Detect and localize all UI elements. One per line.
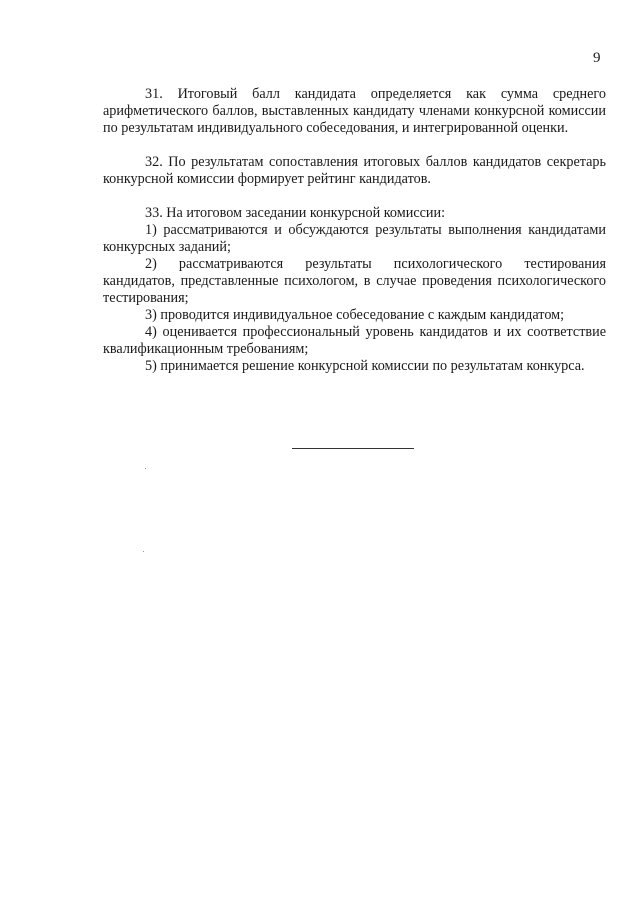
scan-speck	[145, 468, 146, 469]
list-item-4: 4) оценивается профессиональный уровень кандидатов и их соответствие квалификационным требованиям;	[103, 324, 606, 357]
scan-speck	[143, 551, 144, 552]
list-item-1: 1) рассматриваются и обсуждаются результаты выполнения кандидатами конкурсных заданий;	[103, 222, 606, 255]
list-item-5: 5) принимается решение конкурсной комиссии по результатам конкурса.	[145, 358, 585, 374]
list-item-3: 3) проводится индивидуальное собеседование с каждым кандидатом;	[145, 307, 565, 323]
paragraph-33-heading: 33. На итоговом заседании конкурсной комиссии:	[145, 205, 446, 221]
paragraph-31: 31. Итоговый балл кандидата определяется как сумма среднего арифметического баллов, выставленных кандидату членами конкурсной комиссии по результатам индивидуального собеседования, и интегрированной оценки.	[103, 86, 606, 136]
page-number: 9	[593, 50, 601, 66]
document-body	[103, 86, 606, 375]
list-item-2: 2) рассматриваются результаты психологического тестирования кандидатов, представленные психологом, в случае проведения психологического тестирования;	[103, 256, 606, 306]
end-divider	[292, 448, 414, 449]
paragraph-32: 32. По результатам сопоставления итоговых баллов кандидатов секретарь конкурсной комиссии формирует рейтинг кандидатов.	[103, 154, 606, 187]
